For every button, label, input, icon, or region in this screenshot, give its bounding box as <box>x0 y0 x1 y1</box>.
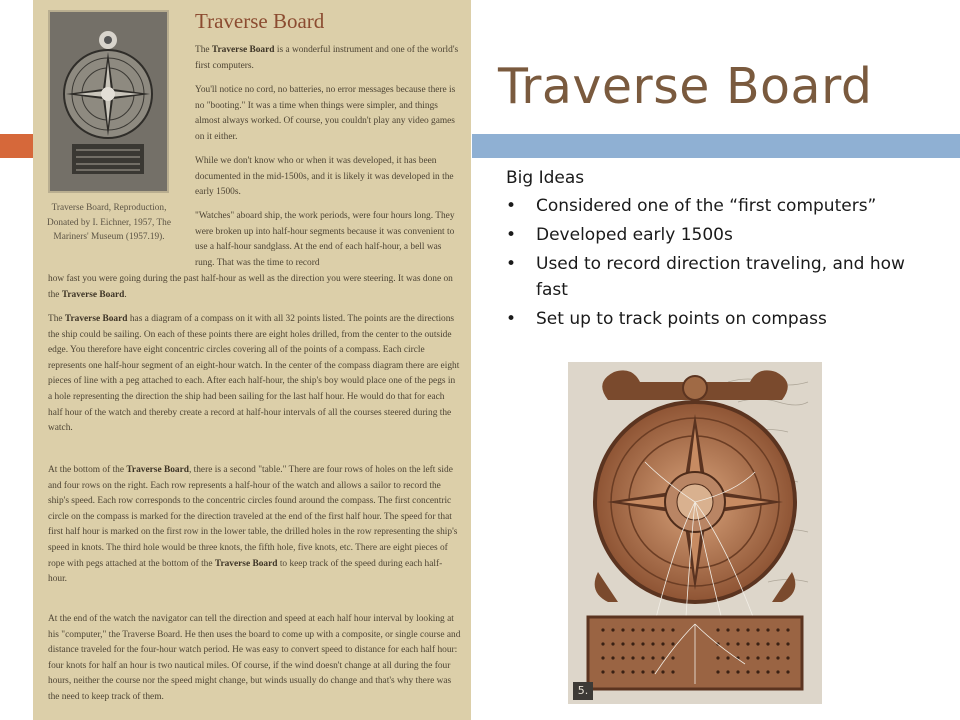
bullet-icon: • <box>506 254 517 274</box>
article-paragraph: "Watches" aboard ship, the work periods, were four hours long. They were broken up into half-hour segments because it was convenient to use a half-hour sandglass. At the end of each half-hour, a bell was rung. That was the time to record <box>195 211 455 268</box>
photo-number-label: 5. <box>573 682 593 700</box>
bullet-icon: • <box>506 309 517 329</box>
article-paragraph: You'll notice no cord, no batteries, no error messages because there is no "booting." It was a time when things were simpler, and things almost always worked. Of course, you couldn't play any video games on it either. <box>195 85 456 142</box>
article-heading: Traverse Board <box>195 9 325 33</box>
big-ideas-item: • Used to record direction traveling, and how fast <box>506 251 926 303</box>
big-ideas-block <box>506 166 926 335</box>
article-paragraph: At the bottom of the Traverse Board, there is a second "table." There are four rows of holes on the left side and four rows on the right. Each row represents a half-hour of the watch and allows a sailor to record the ship's speed. Each row corresponds to the concentric circles found around the compass. The first concentric circle on the compass is marked for the direction traveled at the end of the first half hour. The speed for that first half hour is marked on the first row in the lower table, the drilled holes in the row representing the ship's speed in knots. The third hole would be three knots, the fifth hole, five knots, etc. There are eight pieces of rope with pegs attached at the bottom of the Traverse Board to keep track of the speed during each half-hour. <box>48 465 458 585</box>
big-ideas-heading: Big Ideas <box>506 168 585 188</box>
accent-bar-right <box>472 134 960 158</box>
big-ideas-item: • Set up to track points on compass <box>506 306 926 332</box>
traverse-board-photo <box>568 362 822 704</box>
slide-title: Traverse Board <box>498 58 873 115</box>
article-paragraph: how fast you were going during the past half-hour as well as the direction you were steering. It was done on the Traverse Board. <box>48 274 453 300</box>
big-ideas-item: • Considered one of the “first computers” <box>506 193 926 219</box>
thumbnail-caption: Traverse Board, Reproduction, Donated by I. Eichner, 1957, The Mariners' Museum (1957.19). <box>47 203 171 242</box>
accent-bar-left <box>0 134 33 158</box>
traverse-board-photo-drawing <box>568 362 822 704</box>
bullet-icon: • <box>506 196 517 216</box>
article-paragraph: The Traverse Board is a wonderful instrument and one of the world's first computers. <box>195 45 459 71</box>
article-paragraph: While we don't know who or when it was developed, it has been documented in the mid-1500s, and it is likely it was developed in the early 1500s. <box>195 156 454 198</box>
big-ideas-item: • Developed early 1500s <box>506 222 926 248</box>
article-paragraph: At the end of the watch the navigator can tell the direction and speed at each half hour interval by looking at his "computer," the Traverse Board. He then uses the board to come up with a composite, or single course and distance traveled for the four-hour watch period. He was easy to convert speed to distance for each half hour: four knots for half an hour is two nautical miles. Of course, if the wind doesn't change at all during the four hours, neither the course nor the speed might change, but winds usually do change and that's why there was the need to keep track of them. <box>48 614 461 702</box>
bullet-icon: • <box>506 225 517 245</box>
traverse-board-thumbnail-drawing <box>50 12 167 191</box>
traverse-board-thumbnail <box>48 10 169 193</box>
scanned-article <box>33 0 471 720</box>
article-paragraph: The Traverse Board has a diagram of a compass on it with all 32 points listed. The points are the directions the ship could be sailing. On each of these points there are eight holes drilled, from the center to the outside edge. You therefore have eight concentric circles covering all of the points of a compass. Each circle represents one half-hour segment of an eight-hour watch. In the center of the compass diagram there are eight pieces of line with a peg attached to each. After each half-hour, the ship's boy would place one of the pegs in a hole representing the direction the ship had been sailing for the last half hour. He would do that for each half hour of the watch and thereby create a record at half-hour intervals of all the courses steered during the watch. <box>48 314 460 434</box>
big-ideas-list <box>506 193 926 332</box>
